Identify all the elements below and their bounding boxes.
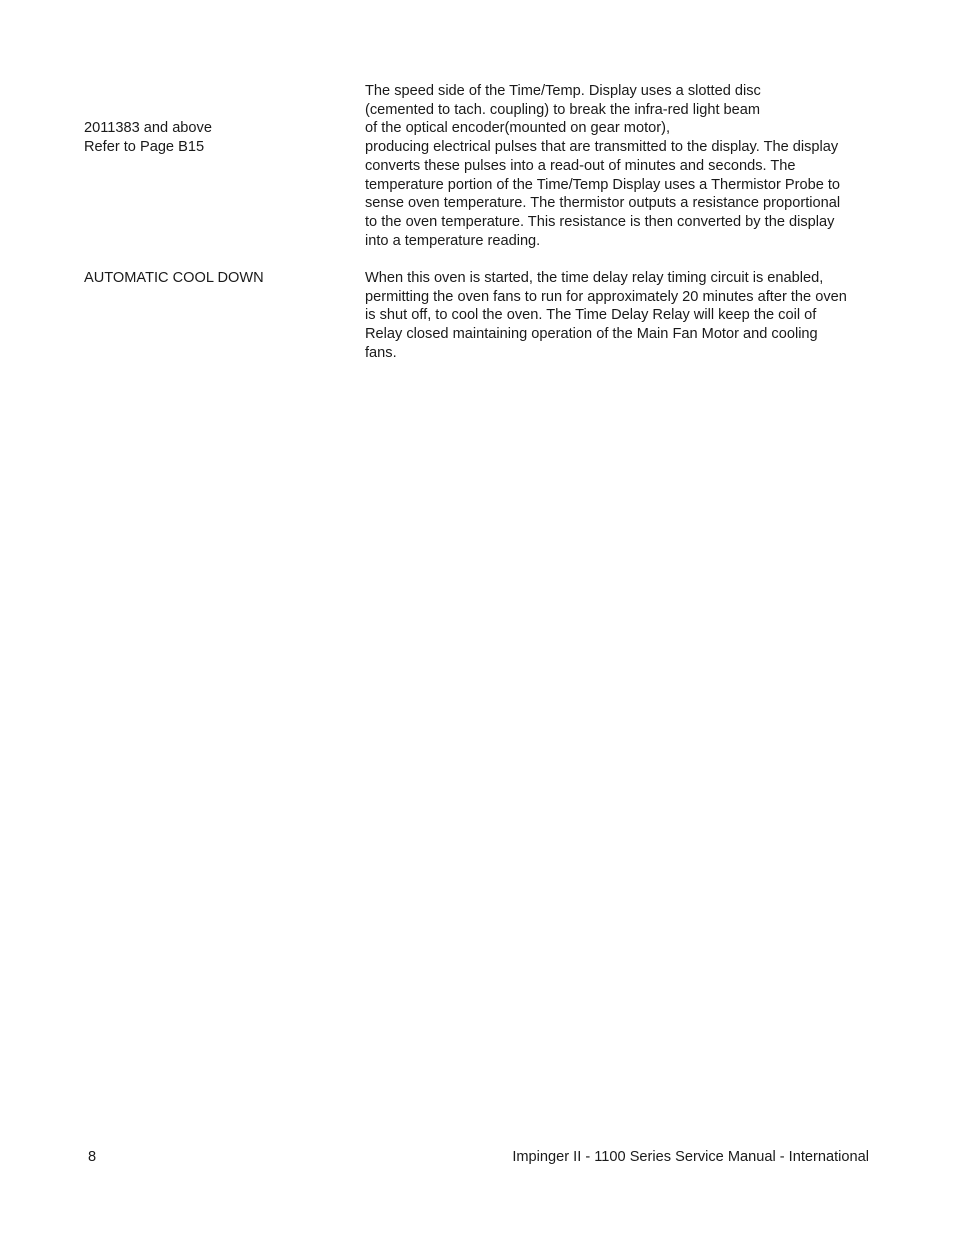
body-line: The speed side of the Time/Temp. Display uses a slotted disc [365, 83, 761, 99]
label-line: 2011383 and above [84, 120, 212, 136]
section-body-time-temp-display [365, 82, 885, 250]
body-line: into a temperature reading. [365, 232, 541, 249]
body-line: converts these pulses into a read-out of minutes and seconds. The [365, 157, 796, 174]
label-line: AUTOMATIC COOL DOWN [84, 270, 264, 286]
section-label-model-range [84, 119, 344, 156]
body-line: permitting the oven fans to run for approximately 20 minutes after the oven [365, 288, 847, 305]
body-line: When this oven is started, the time delay relay timing circuit is enabled, [365, 270, 824, 286]
body-line: sense oven temperature. The thermistor outputs a resistance proportional [365, 195, 841, 212]
body-line: Relay closed maintaining operation of the Main Fan Motor and cooling [365, 326, 818, 343]
body-line: fans. [365, 344, 397, 361]
label-line: Refer to Page B15 [84, 138, 205, 155]
section-label-automatic-cool-down [84, 269, 344, 288]
page-number: 8 [88, 1149, 97, 1165]
section-body-automatic-cool-down [365, 269, 885, 363]
body-line: (cemented to tach. coupling) to break the infra-red light beam [365, 101, 761, 118]
body-line: is shut off, to cool the oven. The Time Delay Relay will keep the coil of [365, 307, 817, 324]
body-line: to the oven temperature. This resistance is then converted by the display [365, 213, 835, 230]
body-line: producing electrical pulses that are transmitted to the display. The display [365, 139, 839, 156]
body-line: of the optical encoder(mounted on gear motor), [365, 120, 671, 137]
footer-manual-title: Impinger II - 1100 Series Service Manual - International [512, 1149, 869, 1165]
body-line: temperature portion of the Time/Temp Display uses a Thermistor Probe to [365, 176, 841, 193]
